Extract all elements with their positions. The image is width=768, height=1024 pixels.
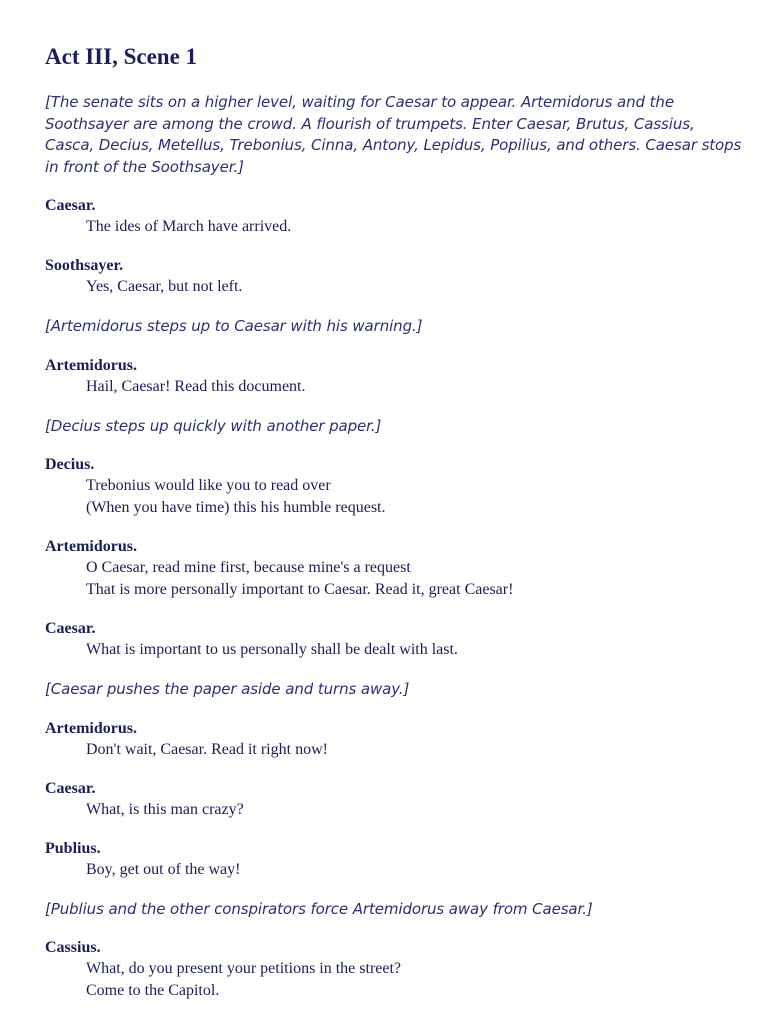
stage-direction: [Artemidorus steps up to Caesar with his warning.]	[45, 317, 423, 335]
speech-block	[45, 938, 745, 1002]
dialogue-line: What, is this man crazy?	[86, 800, 244, 818]
speech-block	[45, 839, 745, 881]
stage-direction: [Decius steps up quickly with another paper.]	[45, 416, 382, 435]
dialogue-line: What is important to us personally shall be dealt with last.	[86, 641, 458, 658]
dialogue-line: Boy, get out of the way!	[86, 860, 241, 878]
speaker-name: Publius.	[45, 839, 101, 857]
speech-block	[45, 256, 745, 298]
dialogue-line: That is more personally important to Caesar. Read it, great Caesar!	[86, 581, 514, 598]
speech-block	[45, 619, 745, 661]
dialogue-line: O Caesar, read mine first, because mine's a request	[86, 559, 411, 576]
dialogue-line: Yes, Caesar, but not left.	[86, 278, 243, 295]
speaker-name: Decius.	[45, 456, 95, 473]
speech-block	[45, 455, 745, 519]
speaker-name: Artemidorus.	[45, 538, 137, 555]
speech-block	[45, 719, 745, 761]
dialogue-line: Come to the Capitol.	[86, 982, 220, 999]
stage-direction: [The senate sits on a higher level, waiting for Caesar to appear. Artemidorus and the Soothsayer are among the crowd. A flourish of trumpets. Enter Caesar, Brutus, Cassius, Casca, Decius, Metellus, Trebonius, Cinna, Antony, Lepidus, Popilius, and others. Caesar stops in front of the Soothsayer.]	[45, 93, 742, 176]
dialogue-line: What, do you present your petitions in the street?	[86, 960, 402, 977]
speaker-name: Artemidorus.	[45, 719, 137, 737]
dialogue-line: Hail, Caesar! Read this document.	[86, 377, 306, 395]
dialogue-line: Don't wait, Caesar. Read it right now!	[86, 740, 328, 758]
speech-block	[45, 196, 745, 238]
speaker-name: Artemidorus.	[45, 356, 137, 374]
scene-title: Act III, Scene 1	[45, 44, 198, 69]
dialogue-line: Trebonius would like you to read over	[86, 477, 331, 494]
speaker-name: Soothsayer.	[45, 257, 124, 274]
speaker-name: Caesar.	[45, 779, 96, 797]
speech-block	[45, 537, 745, 601]
dialogue-line: (When you have time) this his humble request.	[86, 499, 386, 516]
speaker-name: Caesar.	[45, 197, 96, 214]
speech-block	[45, 356, 745, 398]
speech-block	[45, 779, 745, 821]
dialogue-line: The ides of March have arrived.	[86, 218, 292, 235]
stage-direction: [Publius and the other conspirators force Artemidorus away from Caesar.]	[45, 899, 593, 918]
speaker-name: Caesar.	[45, 620, 96, 637]
script-body	[45, 92, 745, 1002]
stage-direction: [Caesar pushes the paper aside and turns away.]	[45, 680, 410, 698]
play-page	[45, 42, 745, 1002]
speaker-name: Cassius.	[45, 939, 101, 956]
